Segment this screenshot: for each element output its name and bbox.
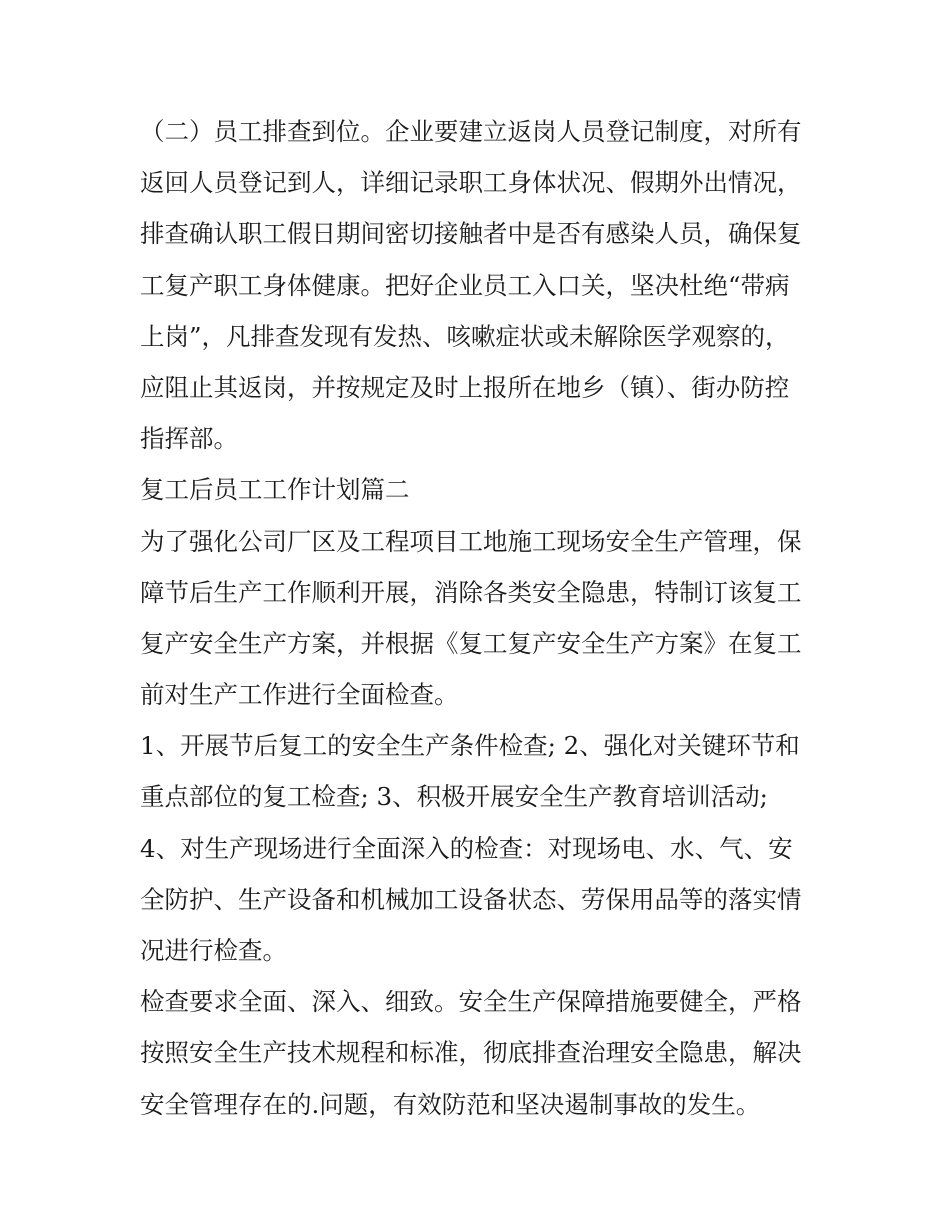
- text-line: 1、开展节后复工的安全生产条件检查; 2、强化对关键环节和: [140, 731, 800, 761]
- section-heading: 复工后员工工作计划篇二: [140, 475, 410, 505]
- text-line: 返回人员登记到人，详细记录职工身体状况、假期外出情况，: [140, 168, 802, 198]
- text-line: 排查确认职工假日期间密切接触者中是否有感染人员，确保复: [140, 219, 802, 249]
- text-line: 前对生产工作进行全面检查。: [140, 680, 459, 710]
- text-line: 上岗”，凡排查发现有发热、咳嗽症状或未解除医学观察的，: [140, 321, 790, 351]
- text-line: 障节后生产工作顺利开展，消除各类安全隐患，特制订该复工: [140, 577, 802, 607]
- text-line: （二）员工排查到位。企业要建立返岗人员登记制度，对所有: [140, 117, 802, 146]
- text-line: 复产安全生产方案，并根据《复工复产安全生产方案》在复工: [140, 628, 802, 658]
- text-line: 重点部位的复工检查; 3、积极开展安全生产教育培训活动;: [140, 782, 768, 812]
- paragraph-items-one-to-three: [140, 720, 820, 822]
- paragraph-item-four: [140, 823, 820, 977]
- text-line: 况进行检查。: [140, 936, 287, 965]
- paragraph-requirements: [140, 976, 820, 1130]
- text-line: 指挥部。: [140, 424, 238, 454]
- text-line: 应阻止其返岗，并按规定及时上报所在地乡（镇）、街办防控: [140, 372, 790, 402]
- paragraph-intro: [140, 516, 820, 721]
- text-line: 为了强化公司厂区及工程项目工地施工现场安全生产管理，保: [140, 526, 802, 556]
- text-line: 工复产职工身体健康。把好企业员工入口关，坚决杜绝“带病: [140, 270, 790, 300]
- document-body: [140, 106, 820, 1130]
- text-line: 全防护、生产设备和机械加工设备状态、劳保用品等的落实情: [140, 884, 802, 914]
- paragraph-employee-screening: [140, 106, 820, 464]
- text-line: 安全管理存在的.问题，有效防范和坚决遏制事故的发生。: [140, 1089, 761, 1119]
- text-line: 检查要求全面、深入、细致。安全生产保障措施要健全，严格: [140, 987, 802, 1017]
- text-line: 4、对生产现场进行全面深入的检查：对现场电、水、气、安: [140, 833, 793, 863]
- text-line: 按照安全生产技术规程和标准，彻底排查治理安全隐患，解决: [140, 1038, 802, 1068]
